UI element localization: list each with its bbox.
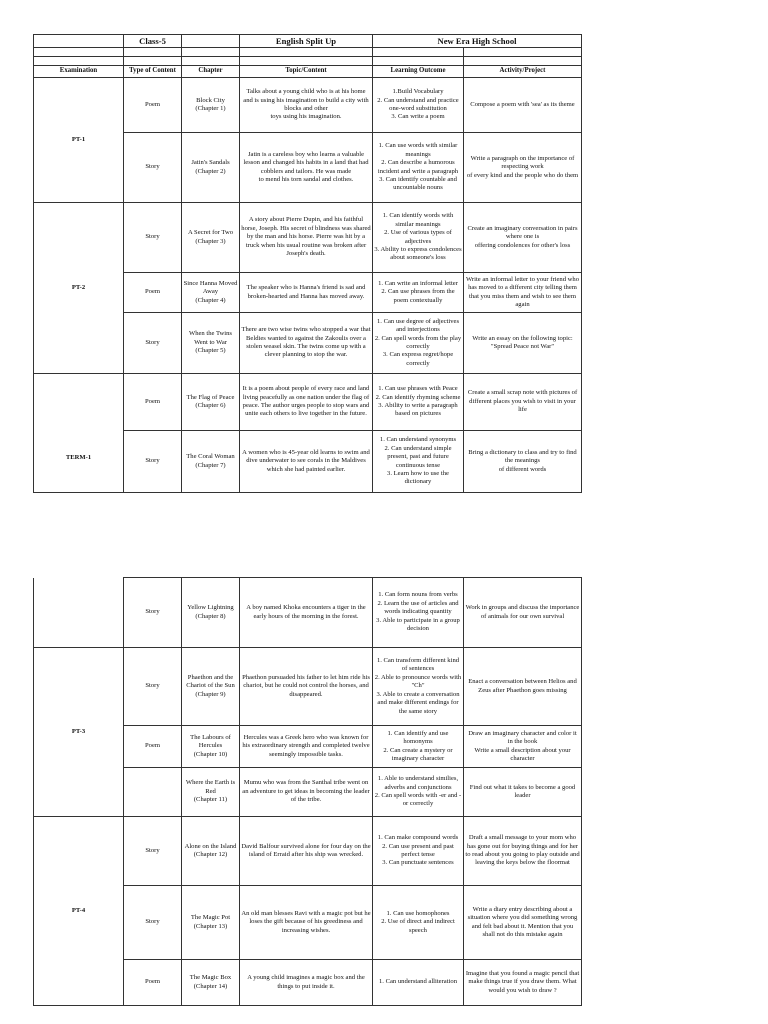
outcome-line: 3. Can express regret/hope correctly xyxy=(382,351,454,367)
col-examination: Examination xyxy=(34,66,124,78)
activity-line: Create a small scrap note with pictures of different places you wish to visit in your life xyxy=(467,389,578,414)
outcome-line: 2. Can spell words from the play correctly xyxy=(374,334,462,350)
topic-line: A young child imagines a magic box and the things to put inside it. xyxy=(247,974,365,990)
chapter-cell xyxy=(182,78,240,133)
activity-line: Compose a poem with 'sea' as its theme xyxy=(470,100,575,108)
table-row xyxy=(34,78,582,133)
activity-line: Find out what it takes to become a good leader xyxy=(469,783,576,799)
outcome-line: 3. Able to participate in a group decision xyxy=(376,616,460,633)
chapter-cell xyxy=(182,768,240,817)
activity-line: Write a small description about your character xyxy=(474,746,571,762)
topic-cell xyxy=(240,374,373,431)
outcome-line: 3. Can identify countable and uncountable nouns xyxy=(379,175,457,192)
col-type: Type of Content xyxy=(124,66,182,78)
outcome-cell xyxy=(373,648,464,726)
chapter-name: Since Hanna Moved Away xyxy=(183,279,238,296)
activity-line: of every kind and the people who do them xyxy=(466,171,579,179)
outcome-cell xyxy=(373,431,464,493)
topic-cell xyxy=(240,726,373,768)
chapter-cell xyxy=(182,960,240,1006)
outcome-line: 3. Learn how to use the dictionary xyxy=(387,469,449,486)
outcome-cell xyxy=(373,203,464,273)
outcome-line: 1. Can use words with similar meanings xyxy=(378,142,458,158)
chapter-cell xyxy=(182,886,240,960)
table-row xyxy=(34,578,582,648)
activity-cell xyxy=(464,648,582,726)
outcome-line: 2. Use of various types of adjectives xyxy=(384,229,452,245)
outcome-line: 2. Can understand and practice one-word substitution xyxy=(377,96,459,112)
exam-label: PT-2 xyxy=(34,203,124,374)
exam-label: TERM-1 xyxy=(34,374,124,493)
activity-line: Draft a small message to your mom who has gone out for buying things and for her to read about you going to play outside and leaving the keys below the floormat xyxy=(465,834,580,867)
topic-line: Jatin is a careless boy who learns a valuable lesson and changed his habits in a land that had cobblers and tailors. He was made xyxy=(243,150,369,175)
table-row xyxy=(34,203,582,273)
activity-line: Imagine that you found a magic pencil that make things true if you draw them. What would you wish to draw ? xyxy=(465,969,580,994)
activity-cell xyxy=(464,273,582,313)
outcome-line: 2. Can spell words with -er and -or correctly xyxy=(374,792,462,808)
chapter-name: When the Twins Went to War xyxy=(188,330,232,346)
outcome-line: 3. Can write a poem xyxy=(391,113,445,121)
chapter-name: Block City xyxy=(196,96,225,104)
content-type: Poem xyxy=(124,78,182,133)
outcome-line: 1. Can transform different kind of sentences xyxy=(376,656,460,673)
topic-cell xyxy=(240,273,373,313)
split-up-table-page-1 xyxy=(33,34,582,493)
outcome-line: 1. Can form nouns from verbs xyxy=(378,591,458,599)
chapter-number: (Chapter 5) xyxy=(195,347,226,355)
chapter-number: (Chapter 6) xyxy=(195,402,226,409)
table-row xyxy=(34,648,582,726)
chapter-number: (Chapter 10) xyxy=(193,750,228,758)
split-up-table-page-2 xyxy=(33,577,582,1006)
content-type: Story xyxy=(124,203,182,273)
topic-line: toys using his imagination. xyxy=(270,113,342,121)
activity-line: Write a diary entry describing about a situation where you did something wrong and felt bad about it. Mention that you shall not do this mistake again xyxy=(467,905,578,938)
outcome-cell xyxy=(373,133,464,203)
chapter-cell xyxy=(182,203,240,273)
activity-line: Write an informal letter to your friend who has moved to a different city telling them that you miss them and wish to see them again xyxy=(465,275,580,308)
chapter-number: (Chapter 2) xyxy=(195,167,226,175)
chapter-cell xyxy=(182,431,240,493)
chapter-cell xyxy=(182,578,240,648)
topic-cell xyxy=(240,886,373,960)
chapter-name: Alone on the Island xyxy=(184,842,237,850)
col-outcome: Learning Outcome xyxy=(373,66,464,78)
outcome-line: 2. Use of direct and indirect speech xyxy=(381,918,455,934)
activity-line: offering condolences for other's loss xyxy=(474,241,571,249)
chapter-number: (Chapter 9) xyxy=(195,690,226,698)
activity-cell xyxy=(464,886,582,960)
outcome-line: 2. Can create a mystery or imaginary character xyxy=(383,746,453,762)
header-spacer xyxy=(182,35,240,48)
chapter-cell xyxy=(182,133,240,203)
outcome-line: 3. Can punctuate sentences xyxy=(382,859,454,867)
outcome-cell xyxy=(373,726,464,768)
activity-line: Create an imaginary conversation in pairs where one is xyxy=(467,224,578,241)
outcome-cell xyxy=(373,886,464,960)
chapter-number: (Chapter 1) xyxy=(195,105,226,112)
topic-line: A story about Pierre Dupin, and his faithful horse, Joseph. His secret of blindness was shared by the man and his horse. Pierre was hit by a truck when his usual routine was broken after Joseph's death. xyxy=(241,216,371,258)
chapter-number: (Chapter 4) xyxy=(195,296,226,304)
activity-cell xyxy=(464,960,582,1006)
chapter-name: Jatin's Sandals xyxy=(191,159,230,167)
topic-cell xyxy=(240,960,373,1006)
chapter-cell xyxy=(182,726,240,768)
header-row xyxy=(34,35,582,48)
outcome-line: 1. Can write an informal letter xyxy=(378,279,458,287)
outcome-line: 1. Able to understand similies, adverbs and conjunctions xyxy=(377,775,459,791)
content-type: Story xyxy=(124,578,182,648)
outcome-line: 2. Learn the use of articles and words indicating quantity xyxy=(377,599,459,616)
outcome-line: 1. Can understand synonyms xyxy=(379,436,457,444)
topic-line: and is using his imagination to build a city with blocks and other xyxy=(243,96,369,112)
chapter-cell xyxy=(182,648,240,726)
chapter-number: (Chapter 13) xyxy=(193,922,228,930)
topic-line: Hercules was a Greek hero who was known for his extraordinary strength and completed twelve seemingly impossible tasks. xyxy=(242,733,370,758)
topic-line: David Balfour survived alone for four day on the island of Erraid after his ship was wrecked. xyxy=(241,842,371,858)
outcome-cell xyxy=(373,960,464,1006)
content-type: Story xyxy=(124,648,182,726)
outcome-cell xyxy=(373,78,464,133)
content-type: Story xyxy=(124,313,182,374)
outcome-line: 1.Build Vocabulary xyxy=(392,88,444,96)
activity-cell xyxy=(464,768,582,817)
blank-row xyxy=(34,57,582,66)
column-header-row xyxy=(34,66,582,78)
subject-title: English Split Up xyxy=(240,35,373,48)
col-chapter: Chapter xyxy=(182,66,240,78)
topic-cell xyxy=(240,133,373,203)
topic-line: Talks about a young child who is at his home xyxy=(246,88,366,96)
outcome-line: 1. Can identify words with similar meanings xyxy=(382,212,454,228)
chapter-cell xyxy=(182,817,240,886)
outcome-cell xyxy=(373,817,464,886)
outcome-line: 3. Able to create a conversation and make different endings for the same story xyxy=(376,690,460,715)
topic-line: An old man blesses Ravi with a magic pot but he loses the gift because of his greediness and increasing wishes. xyxy=(241,909,371,934)
outcome-line: 2. Can use phrases from the poem contextually xyxy=(381,288,455,304)
outcome-cell xyxy=(373,273,464,313)
topic-line: Mumu who was from the Santhal tribe went on an adventure to get ideas in becoming the leader of the tribe. xyxy=(242,779,370,804)
content-type: Story xyxy=(124,133,182,203)
outcome-line: 1. Can identify and use homonyms xyxy=(387,729,449,746)
content-type: Poem xyxy=(124,960,182,1006)
topic-cell xyxy=(240,817,373,886)
content-type: Story xyxy=(124,431,182,493)
topic-line: A women who is 45-year old learns to swim and dive underwater to see corals in the Maldives which she had painted earlier. xyxy=(242,448,370,473)
exam-continued xyxy=(34,578,124,648)
chapter-name: The Magic Pot xyxy=(190,914,231,922)
activity-line: Write a paragraph on the importance of respecting work xyxy=(470,154,575,171)
col-activity: Activity/Project xyxy=(464,66,582,78)
outcome-cell xyxy=(373,374,464,431)
content-type: Poem xyxy=(124,374,182,431)
outcome-cell xyxy=(373,768,464,817)
content-type: Poem xyxy=(124,273,182,313)
activity-line: Draw an imaginary character and color it in the book xyxy=(468,729,577,746)
outcome-line: 2. Able to pronounce words with "Ch" xyxy=(374,673,462,690)
school-name: New Era High School xyxy=(373,35,582,48)
chapter-name: Yellow Lightning xyxy=(187,604,234,612)
outcome-cell xyxy=(373,313,464,374)
chapter-name: Where the Earth is Red xyxy=(185,779,236,795)
header-spacer xyxy=(34,35,124,48)
activity-line: Write an essay on the following topic: "Spread Peace not War" xyxy=(472,334,573,350)
content-type: Poem xyxy=(124,726,182,768)
chapter-cell xyxy=(182,374,240,431)
class-label: Class-5 xyxy=(124,35,182,48)
topic-cell xyxy=(240,431,373,493)
exam-label: PT-1 xyxy=(34,78,124,203)
topic-cell xyxy=(240,578,373,648)
activity-line: Enact a conversation between Helios and Zeus after Phaethon goes missing xyxy=(468,678,577,694)
chapter-number: (Chapter 7) xyxy=(195,461,226,469)
topic-line: Phaethon pursuaded his father to let him ride his chariot, but he could not control the horses, and disappeared. xyxy=(242,673,370,698)
outcome-cell xyxy=(373,578,464,648)
topic-cell xyxy=(240,648,373,726)
content-type: Story xyxy=(124,817,182,886)
activity-cell xyxy=(464,726,582,768)
outcome-line: 1. Can use phrases with Peace xyxy=(378,385,458,393)
outcome-line: 3. Ability to write a paragraph based on pictures xyxy=(378,402,458,418)
activity-cell xyxy=(464,374,582,431)
table-row xyxy=(34,817,582,886)
topic-cell xyxy=(240,203,373,273)
activity-cell xyxy=(464,431,582,493)
topic-cell xyxy=(240,768,373,817)
chapter-number: (Chapter 12) xyxy=(193,851,228,858)
topic-line: to mend his torn sandal and clothes. xyxy=(258,175,354,183)
outcome-line: 1. Can use homophones xyxy=(386,909,450,917)
chapter-number: (Chapter 8) xyxy=(195,612,226,620)
topic-line: The speaker who is Hanna's friend is sad and broken-hearted and Hanna has moved away. xyxy=(246,284,366,300)
col-topic: Topic/Content xyxy=(240,66,373,78)
chapter-cell xyxy=(182,273,240,313)
chapter-name: The Flag of Peace xyxy=(186,393,235,401)
chapter-name: A Secret for Two xyxy=(187,229,233,237)
activity-cell xyxy=(464,313,582,374)
outcome-line: 1. Can understand alliteration xyxy=(378,978,457,986)
blank-row xyxy=(34,48,582,57)
outcome-line: 2. Can describe a humorous incident and write a paragraph xyxy=(377,159,459,175)
chapter-name: The Labours of Hercules xyxy=(190,733,231,750)
activity-line: of different words xyxy=(498,465,547,473)
activity-line: Bring a dictionary to class and try to find the meanings xyxy=(468,448,577,465)
topic-line: There are two wise twins who stopped a war that Beldies wanted to against the Zakoulis over a stolen weasel skin. The twins come up with a clever planning to stop the war. xyxy=(241,326,371,359)
activity-cell xyxy=(464,203,582,273)
outcome-line: 2. Can use present and past perfect tense xyxy=(382,842,454,858)
exam-label: PT-3 xyxy=(34,648,124,817)
activity-line: Work in groups and discuss the importance of animals for our own survival xyxy=(465,604,580,620)
content-type xyxy=(124,768,182,817)
outcome-line: 2. Can identify rhyming scheme xyxy=(375,393,461,401)
topic-line: It is a poem about people of every race and land living peacefully as one nation under the flag of peace. The author urges people to stop wars and unite each others to live together in the future. xyxy=(242,385,370,418)
topic-line: A boy named Khoka encounters a tiger in the early hours of the morning in the forest. xyxy=(246,604,366,620)
topic-cell xyxy=(240,78,373,133)
chapter-number: (Chapter 3) xyxy=(195,237,226,245)
table-row xyxy=(34,374,582,431)
outcome-line: 3. Ability to express condolences about someone's loss xyxy=(374,245,462,262)
activity-cell xyxy=(464,133,582,203)
outcome-line: 1. Can make compound words xyxy=(377,834,459,842)
activity-cell xyxy=(464,817,582,886)
chapter-name: Phaethon and the Chariot of the Sun xyxy=(186,673,235,690)
activity-cell xyxy=(464,78,582,133)
outcome-line: 1. Can use degree of adjectives and interjections xyxy=(376,317,460,334)
topic-cell xyxy=(240,313,373,374)
outcome-line: 2. Can understand simple present, past and future continuous tense xyxy=(384,444,452,469)
content-type: Story xyxy=(124,886,182,960)
chapter-cell xyxy=(182,313,240,374)
chapter-number: (Chapter 14) xyxy=(193,982,228,990)
activity-cell xyxy=(464,578,582,648)
chapter-name: The Magic Box xyxy=(189,974,232,982)
chapter-number: (Chapter 11) xyxy=(193,796,228,804)
chapter-name: The Coral Woman xyxy=(186,453,235,461)
exam-label: PT-4 xyxy=(34,817,124,1006)
